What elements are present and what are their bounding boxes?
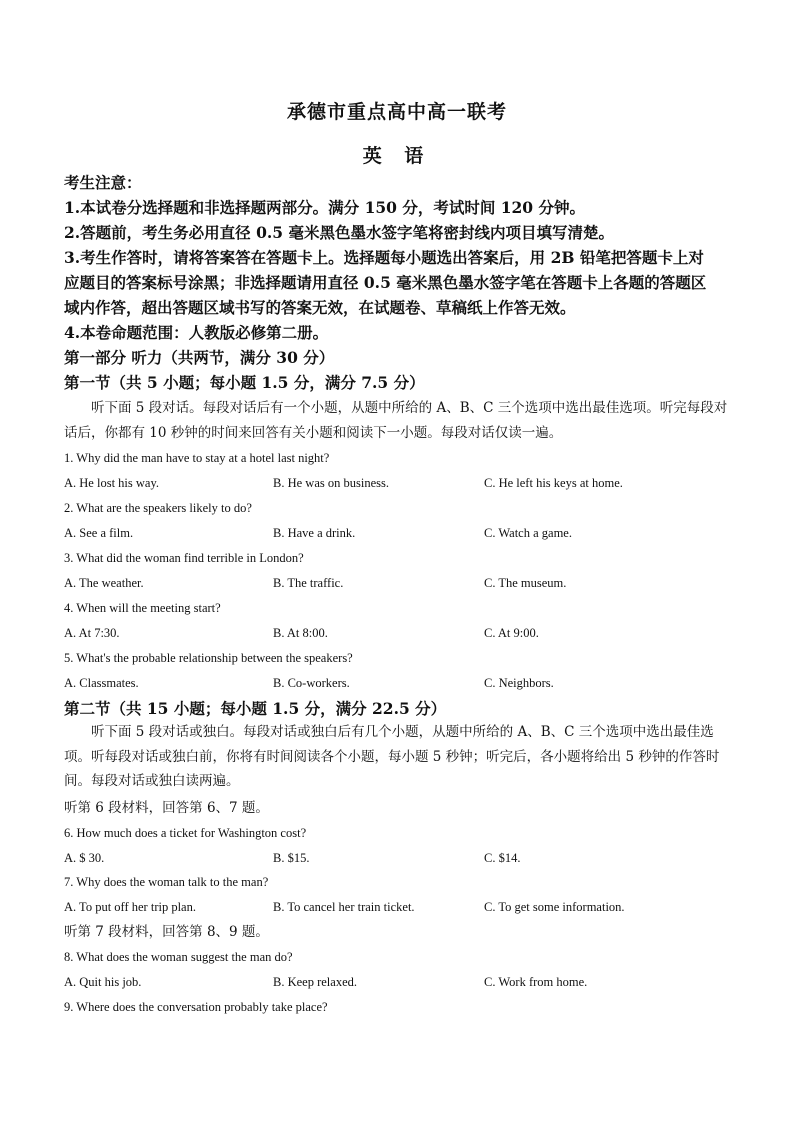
subject-title: 英 语 (362, 145, 432, 167)
option-a: A. He lost his way. (64, 476, 160, 490)
question: 2. What are the speakers likely to do? (64, 501, 252, 515)
option-b: B. Co-workers. (273, 676, 350, 690)
option-c: C. The museum. (484, 576, 567, 590)
note-line: 1.本试卷分选择题和非选择题两部分。满分 150 分，考试时间 120 分钟。 (64, 198, 585, 217)
question: 1. Why did the man have to stay at a hotel last night? (64, 451, 330, 465)
option-c: C. Neighbors. (484, 676, 554, 690)
question: 8. What does the woman suggest the man do? (64, 950, 293, 964)
section2-instructions (64, 720, 732, 794)
note-line: 2.答题前，考生务必用直径 0.5 毫米黑色墨水签字笔将密封线内项目填写清楚。 (64, 223, 614, 242)
question: 9. Where does the conversation probably take place? (64, 1000, 328, 1014)
option-b: B. Have a drink. (273, 526, 356, 540)
question: 3. What did the woman find terrible in London? (64, 551, 304, 565)
option-a: A. Quit his job. (64, 975, 142, 989)
option-c: C. To get some information. (484, 900, 625, 914)
option-a: A. See a film. (64, 526, 134, 540)
option-c: C. He left his keys at home. (484, 476, 623, 490)
section1-instructions-text: 听下面 5 段对话。每段对话后有一个小题，从题中所给的 A、B、C 三个选项中选出最佳选项。听完每段对话后，你都有 10 秒钟的时间来回答有关小题和阅读下一小题。每段对话仅读一遍。 (64, 400, 728, 441)
note-line: 域内作答，超出答题区域书写的答案无效，在试题卷、草稿纸上作答无效。 (64, 298, 576, 317)
exam-title: 承德市重点高中高一联考 (286, 101, 507, 123)
option-a: A. To put off her trip plan. (64, 900, 196, 914)
note-line: 4.本卷命题范围：人教版必修第二册。 (64, 323, 329, 342)
option-c: C. At 9:00. (484, 626, 539, 640)
option-b: B. He was on business. (273, 476, 389, 490)
section1-heading: 第一节（共 5 小题；每小题 1.5 分，满分 7.5 分） (64, 373, 425, 392)
option-c: C. $14. (484, 851, 521, 865)
section2-heading: 第二节（共 15 小题；每小题 1.5 分，满分 22.5 分） (64, 699, 447, 718)
section2-instructions-text: 听下面 5 段对话或独白。每段对话或独白后有几个小题，从题中所给的 A、B、C 三个选项中选出最佳选项。听每段对话或独白前，你将有时间阅读各个小题，每小题 5 秒钟；听完后，各小题将给出 5 秒钟的作答时间。每段对话或独白读两遍。 (64, 724, 720, 789)
question: 4. When will the meeting start? (64, 601, 221, 615)
option-a: A. Classmates. (64, 676, 139, 690)
option-b: B. Keep relaxed. (273, 975, 357, 989)
option-b: B. The traffic. (273, 576, 344, 590)
note-line: 3.考生作答时，请将答案答在答题卡上。选择题每小题选出答案后，用 2B 铅笔把答题卡上对 (64, 248, 704, 267)
option-b: B. To cancel her train ticket. (273, 900, 415, 914)
option-c: C. Watch a game. (484, 526, 572, 540)
option-a: A. At 7:30. (64, 626, 120, 640)
question: 5. What's the probable relationship between the speakers? (64, 651, 353, 665)
option-a: A. The weather. (64, 576, 144, 590)
material-note: 听第 7 段材料，回答第 8、9 题。 (64, 924, 269, 940)
material-note: 听第 6 段材料，回答第 6、7 题。 (64, 800, 269, 816)
option-b: B. $15. (273, 851, 310, 865)
part1-heading: 第一部分 听力（共两节，满分 30 分） (64, 348, 335, 367)
option-c: C. Work from home. (484, 975, 588, 989)
note-line: 应题目的答案标号涂黑；非选择题请用直径 0.5 毫米黑色墨水签字笔在答题卡上各题的答题区 (64, 273, 707, 292)
question: 6. How much does a ticket for Washington cost? (64, 826, 307, 840)
notes-heading: 考生注意： (64, 173, 142, 192)
question: 7. Why does the woman talk to the man? (64, 875, 269, 889)
option-b: B. At 8:00. (273, 626, 328, 640)
section1-instructions (64, 396, 732, 445)
option-a: A. $ 30. (64, 851, 105, 865)
